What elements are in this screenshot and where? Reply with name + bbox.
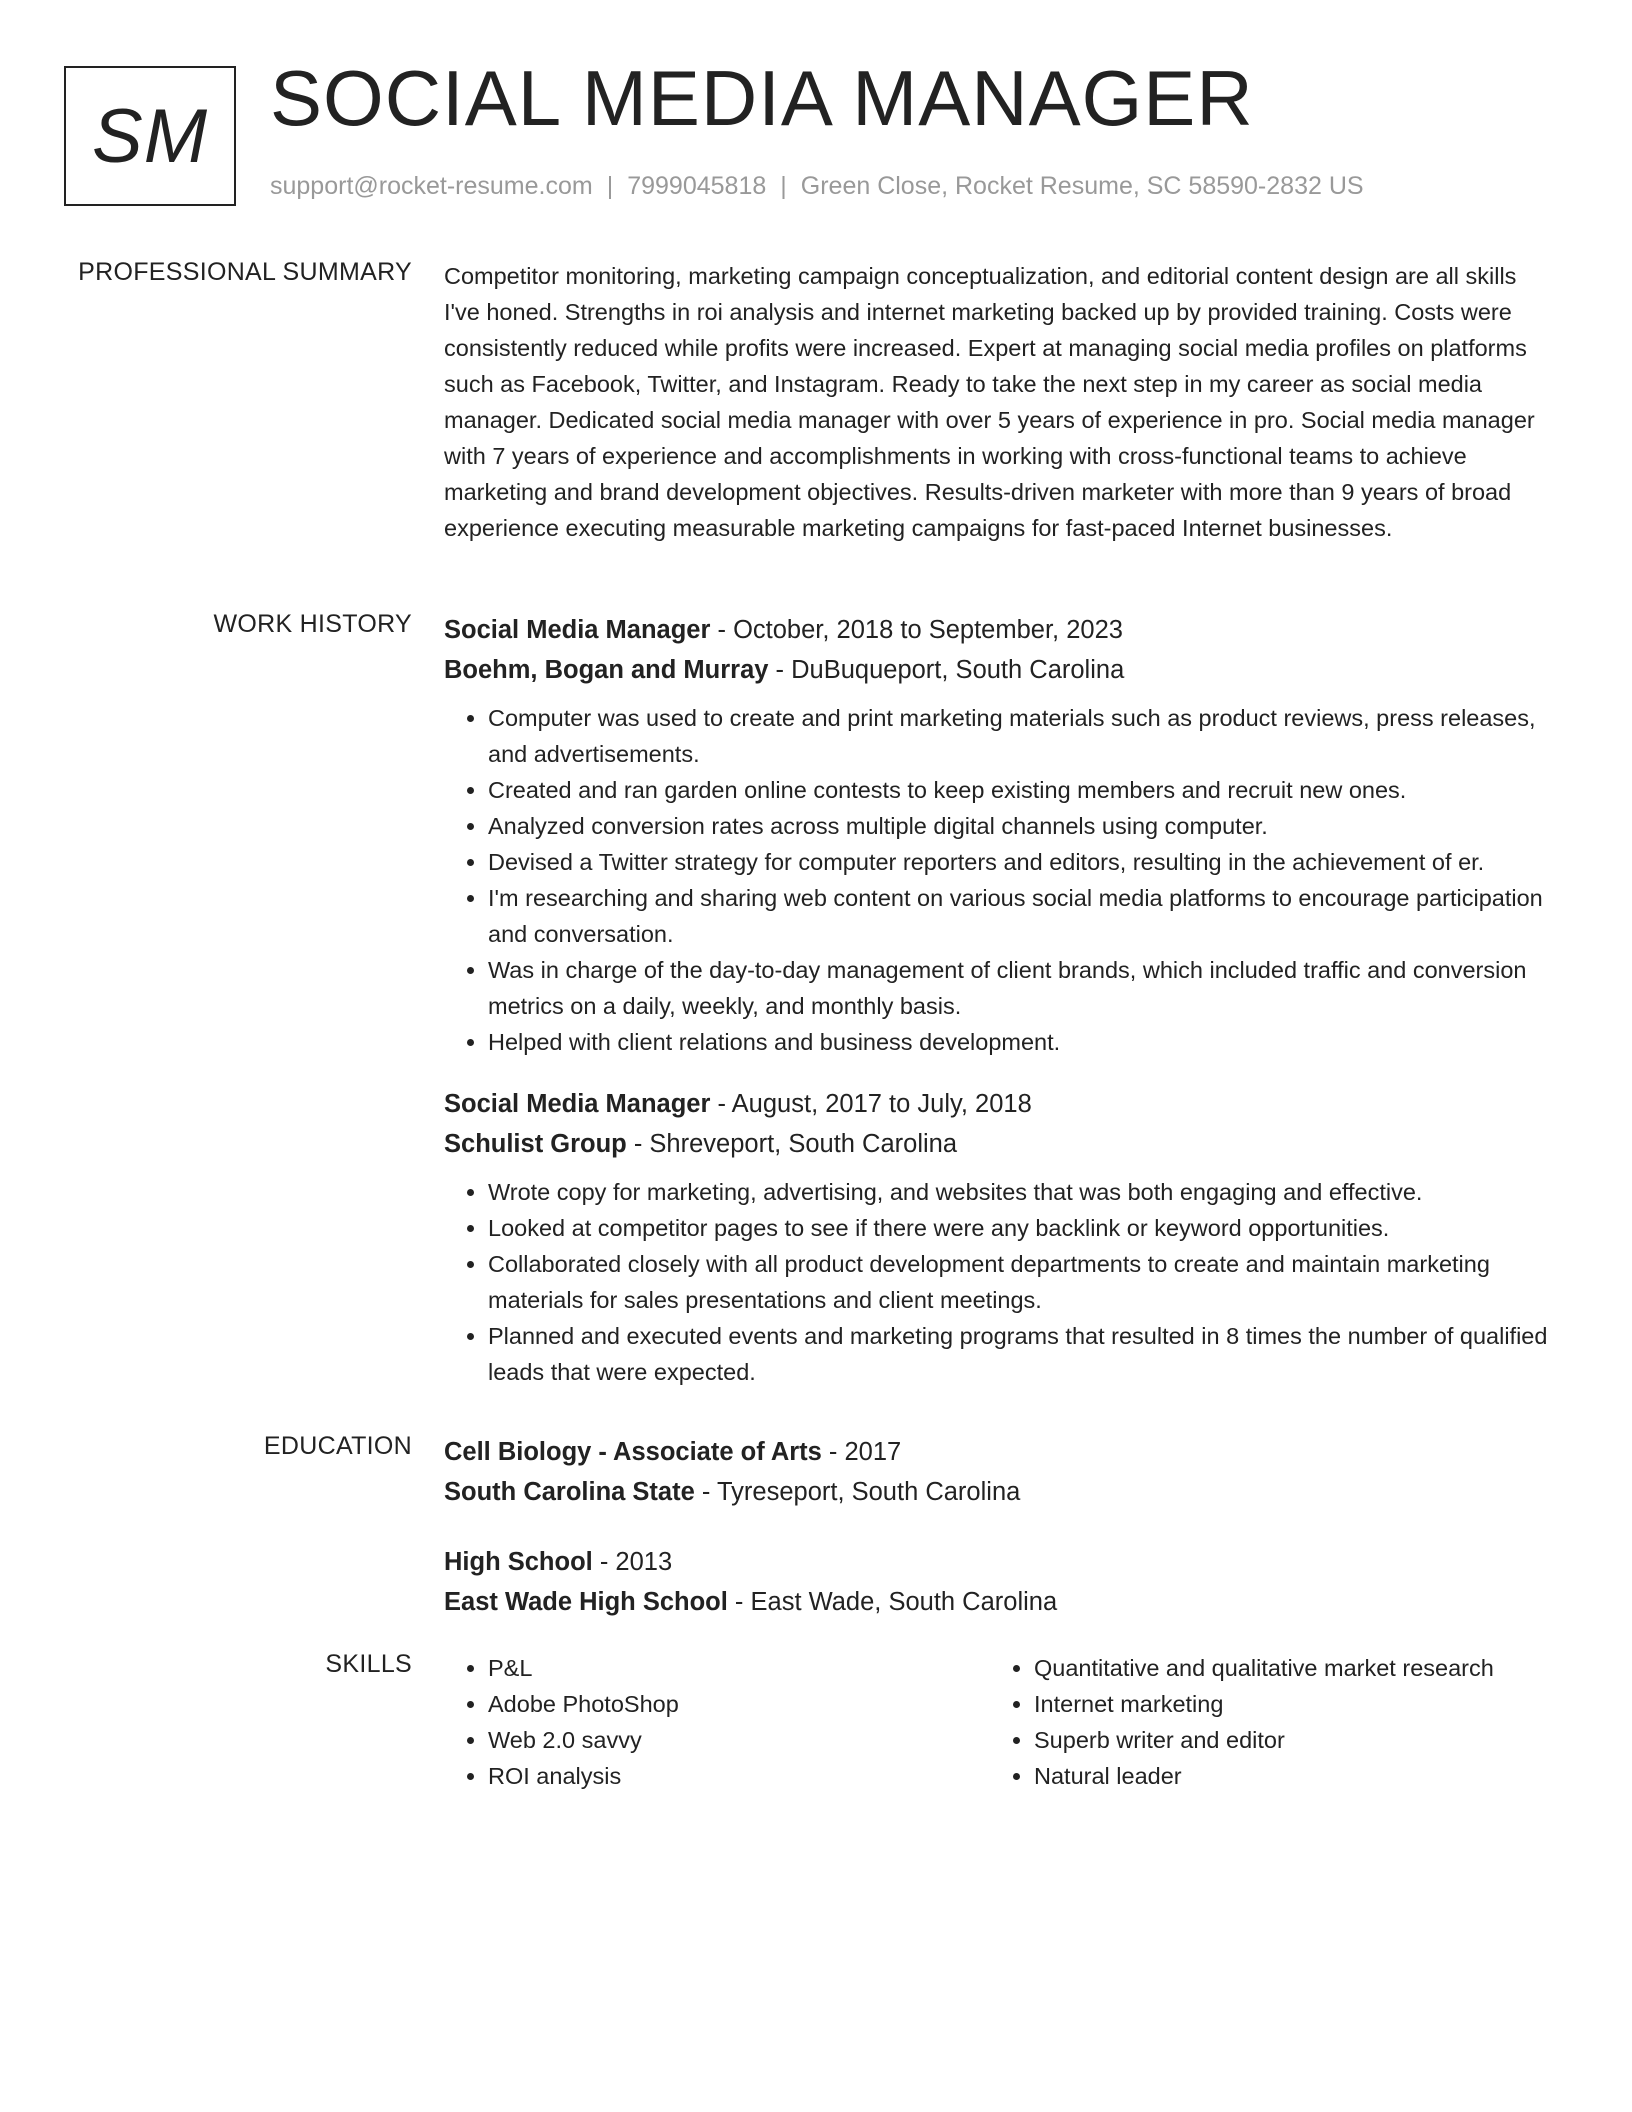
contact-phone[interactable]: 7999045818 bbox=[627, 172, 767, 200]
job-dates: - August, 2017 to July, 2018 bbox=[710, 1090, 1032, 1118]
list-item: • Wrote copy for marketing, advertising, and websites that was both engaging and effective. bbox=[488, 1174, 1550, 1210]
job-title-line bbox=[444, 1084, 1550, 1124]
contact-separator: | bbox=[780, 172, 787, 200]
job-bullets bbox=[444, 1174, 1550, 1390]
skills-list-right bbox=[990, 1650, 1550, 1794]
list-item: • Created and ran garden online contests to keep existing members and recruit new ones. bbox=[488, 772, 1550, 808]
education-entry bbox=[444, 1432, 1550, 1512]
list-item: • ROI analysis bbox=[488, 1758, 990, 1794]
job-company: Schulist Group bbox=[444, 1130, 627, 1158]
job-company-line bbox=[444, 650, 1550, 690]
work-history-body bbox=[444, 610, 1550, 1390]
job-role: Social Media Manager bbox=[444, 616, 711, 644]
school-line bbox=[444, 1472, 1550, 1512]
school-location: - Tyreseport, South Carolina bbox=[694, 1478, 1021, 1506]
school: East Wade High School bbox=[444, 1588, 728, 1616]
job-entry bbox=[444, 610, 1550, 1060]
section-title-education: EDUCATION bbox=[263, 1432, 412, 1460]
skills-body bbox=[444, 1650, 1550, 1794]
list-item: • Natural leader bbox=[1034, 1758, 1550, 1794]
list-item: • Looked at competitor pages to see if there were any backlink or keyword opportunities. bbox=[488, 1210, 1550, 1246]
job-dates: - October, 2018 to September, 2023 bbox=[710, 616, 1123, 644]
list-item: • Collaborated closely with all product development departments to create and maintain marketing materials for sales presentations and client meetings. bbox=[488, 1246, 1550, 1318]
contact-email[interactable]: support@rocket-resume.com bbox=[270, 172, 593, 200]
job-bullets bbox=[444, 700, 1550, 1060]
list-item: • Internet marketing bbox=[1034, 1686, 1550, 1722]
list-item: • Planned and executed events and marketing programs that resulted in 8 times the number of qualified leads that were expected. bbox=[488, 1318, 1550, 1390]
list-item: • Web 2.0 savvy bbox=[488, 1722, 990, 1758]
monogram-logo: SM bbox=[64, 66, 236, 206]
list-item: • Analyzed conversion rates across multiple digital channels using computer. bbox=[488, 808, 1550, 844]
degree-year: - 2013 bbox=[592, 1548, 673, 1576]
contact-address: Green Close, Rocket Resume, SC 58590-2832 US bbox=[800, 172, 1364, 200]
list-item: • Quantitative and qualitative market research bbox=[1034, 1650, 1550, 1686]
job-role: Social Media Manager bbox=[444, 1090, 711, 1118]
degree: Cell Biology - Associate of Arts bbox=[444, 1438, 822, 1466]
contact-line bbox=[270, 172, 1364, 201]
education-body bbox=[444, 1432, 1550, 1622]
contact-separator: | bbox=[606, 172, 614, 200]
section-title-work-history: WORK HISTORY bbox=[213, 610, 412, 638]
job-company-line bbox=[444, 1124, 1550, 1164]
list-item: • Superb writer and editor bbox=[1034, 1722, 1550, 1758]
list-item: • Adobe PhotoShop bbox=[488, 1686, 990, 1722]
degree-line bbox=[444, 1432, 1550, 1472]
school: South Carolina State bbox=[444, 1478, 695, 1506]
section-title-summary: PROFESSIONAL SUMMARY bbox=[78, 258, 412, 286]
degree-line bbox=[444, 1542, 1550, 1582]
job-company: Boehm, Bogan and Murray bbox=[444, 656, 769, 684]
list-item: • Was in charge of the day-to-day management of client brands, which included traffic and conversion metrics on a daily, weekly, and monthly basis. bbox=[488, 952, 1550, 1024]
degree: High School bbox=[444, 1548, 593, 1576]
summary-text: Competitor monitoring, marketing campaign conceptualization, and editorial content design are all skills I've honed. Strengths in roi analysis and internet marketing backed up by provided training. Costs were consistently reduced while profits were increased. Expert at managing social media profiles on platforms such as Facebook, Twitter, and Instagram. Ready to take the next step in my career as social media manager. Dedicated social media manager with over 5 years of experience in pro. Social media manager with 7 years of experience and accomplishments in working with cross-functional teams to achieve marketing and brand development objectives. Results-driven marketer with more than 9 years of broad experience executing measurable marketing campaigns for fast-paced Internet businesses. bbox=[444, 263, 1535, 541]
job-location: - DuBuqueport, South Carolina bbox=[768, 656, 1125, 684]
list-item: • Computer was used to create and print marketing materials such as product reviews, press releases, and advertisements. bbox=[488, 700, 1550, 772]
degree-year: - 2017 bbox=[821, 1438, 902, 1466]
list-item: • Devised a Twitter strategy for computer reporters and editors, resulting in the achievement of er. bbox=[488, 844, 1550, 880]
section-title-skills: SKILLS bbox=[325, 1650, 412, 1678]
page-title: SOCIAL MEDIA MANAGER bbox=[270, 54, 1254, 142]
list-item: • P&L bbox=[488, 1650, 990, 1686]
job-location: - Shreveport, South Carolina bbox=[626, 1130, 958, 1158]
school-location: - East Wade, South Carolina bbox=[727, 1588, 1058, 1616]
list-item: • I'm researching and sharing web content on various social media platforms to encourage participation and conversation. bbox=[488, 880, 1550, 952]
job-title-line bbox=[444, 610, 1550, 650]
job-entry bbox=[444, 1084, 1550, 1390]
education-entry bbox=[444, 1542, 1550, 1622]
list-item: • Helped with client relations and business development. bbox=[488, 1024, 1550, 1060]
skills-list-left bbox=[444, 1650, 990, 1794]
school-line bbox=[444, 1582, 1550, 1622]
